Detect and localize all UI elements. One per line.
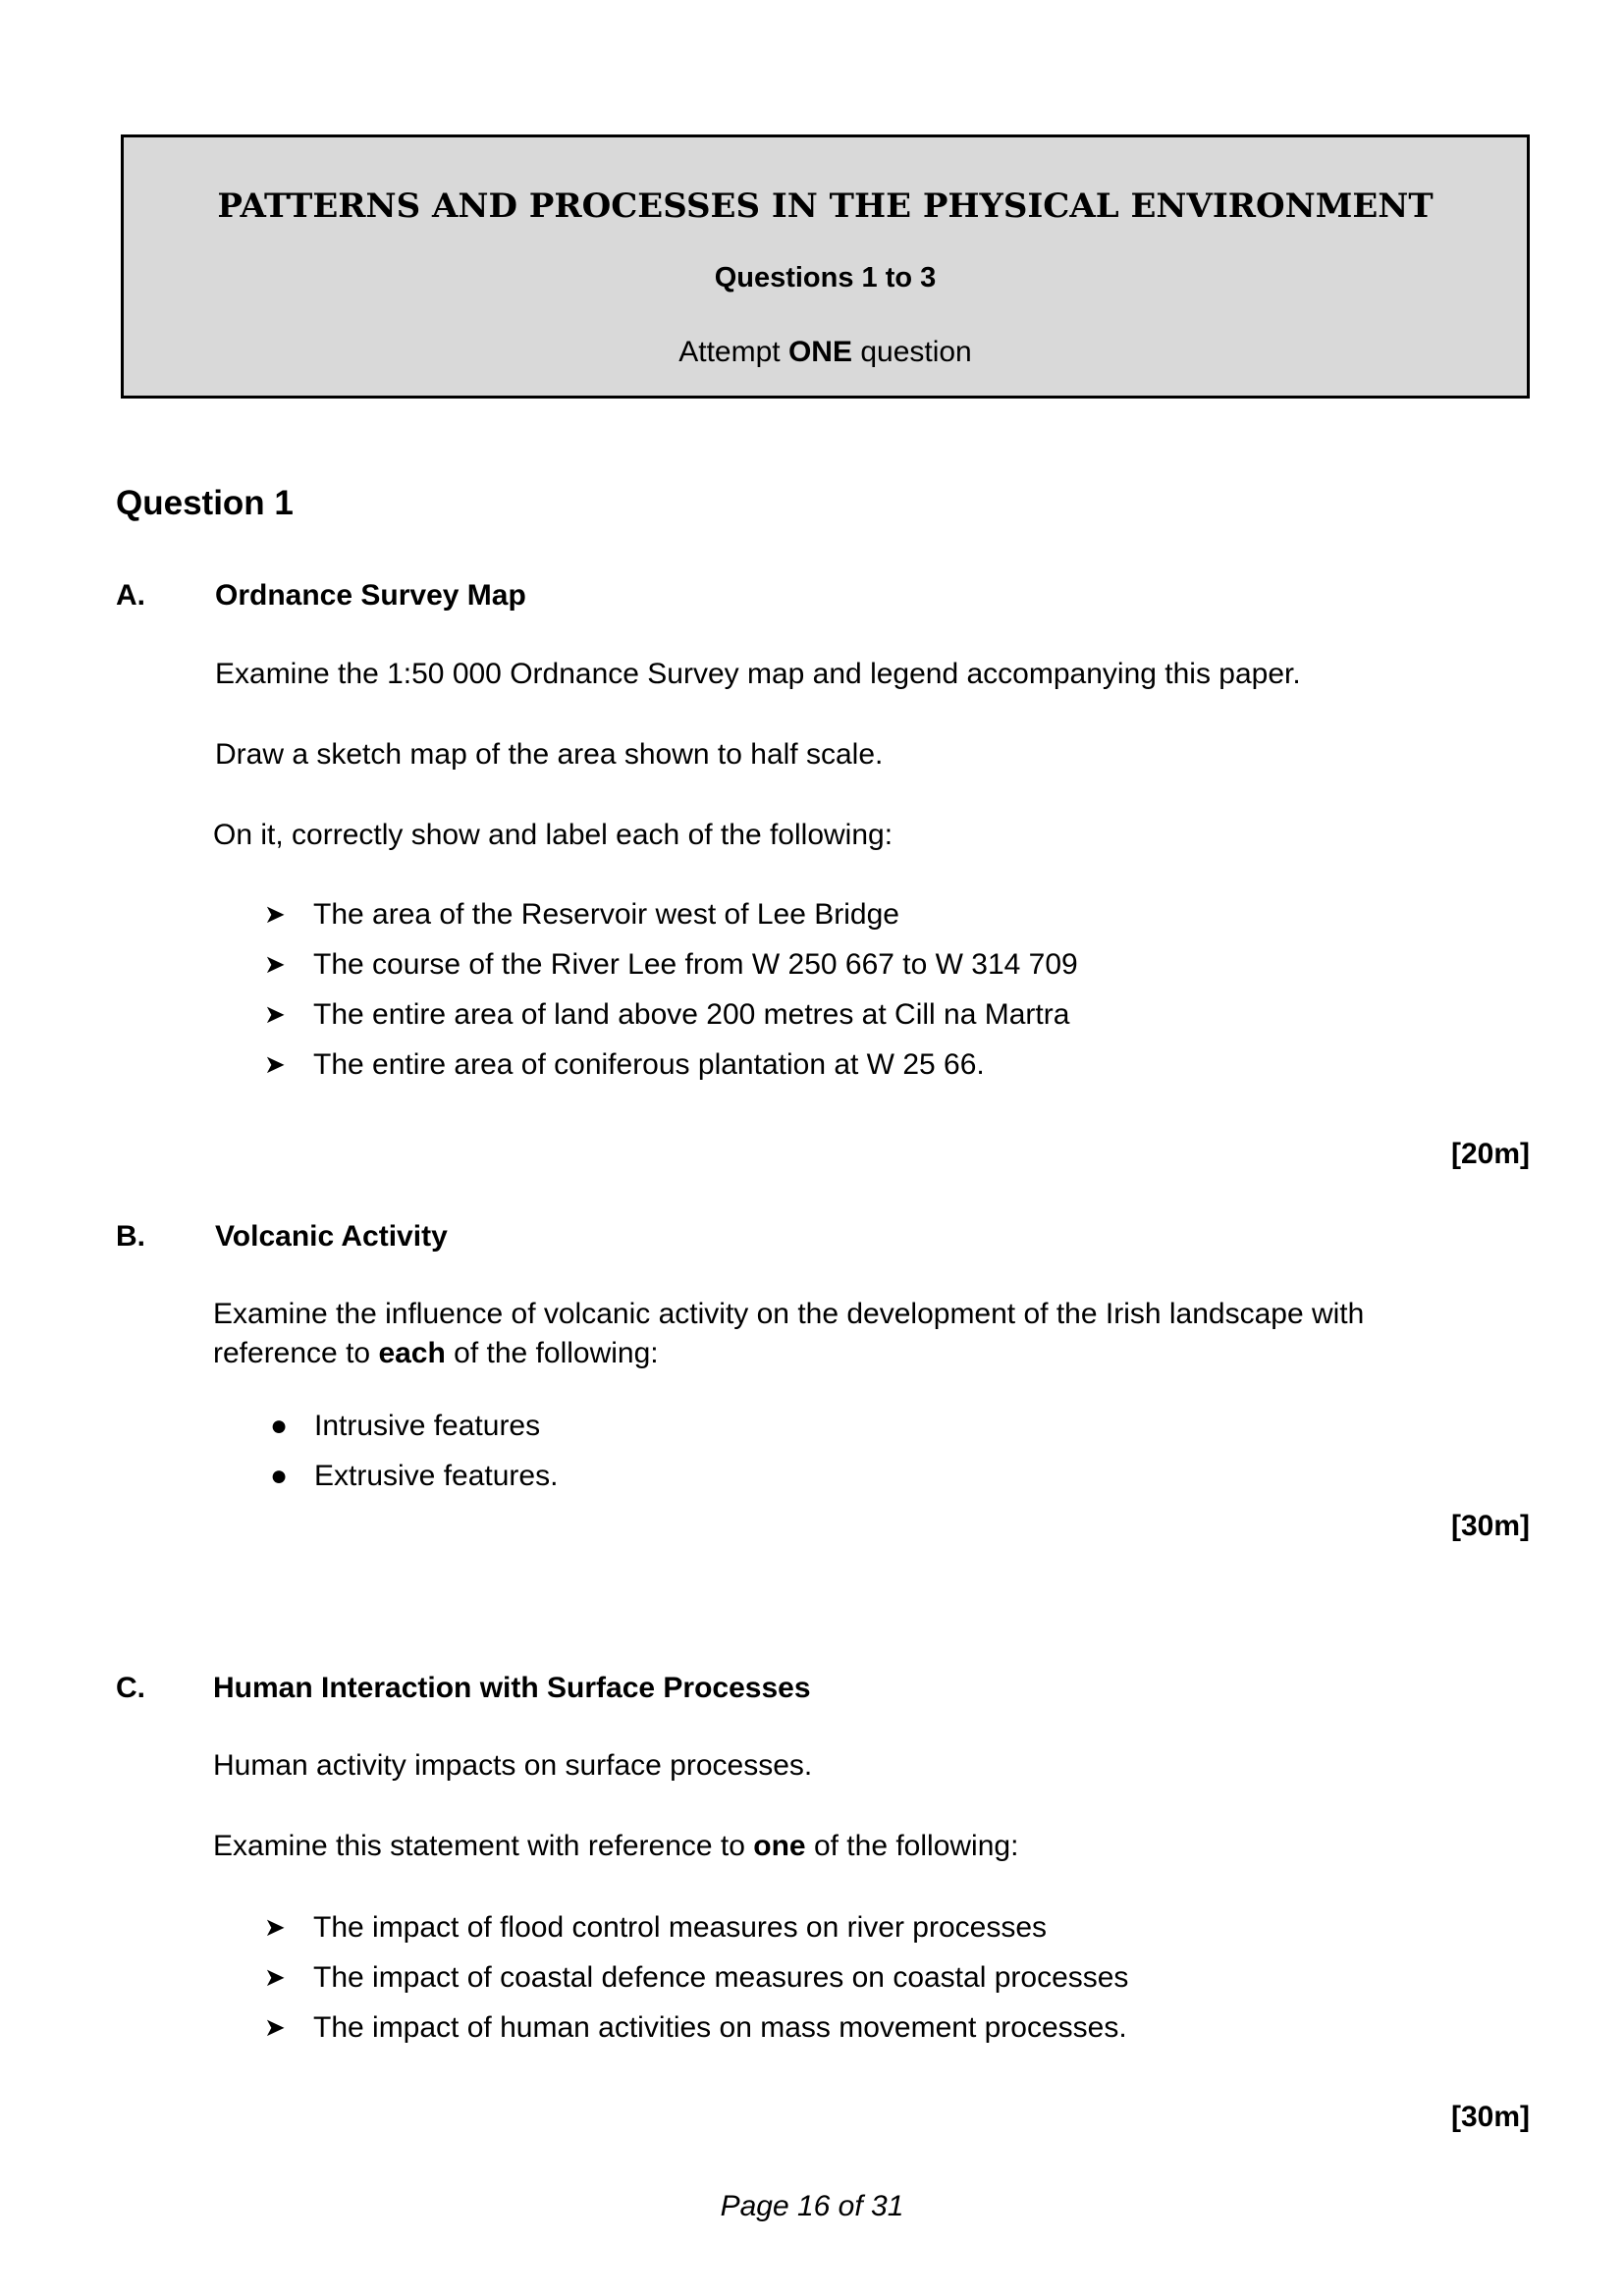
- page-number: Page 16 of 31: [720, 2190, 904, 2222]
- section-c-list: [264, 1902, 1128, 2053]
- section-b-title: Volcanic Activity: [215, 1220, 448, 1253]
- section-title: PATTERNS AND PROCESSES IN THE PHYSICAL ENVIRONMENT: [217, 187, 1434, 226]
- paragraph-emphasis: one: [753, 1830, 806, 1862]
- section-a-paragraph-3: On it, correctly show and label each of the following:: [213, 819, 893, 851]
- paragraph-line: Examine the influence of volcanic activity on the development of the Irish landscape with: [213, 1298, 1365, 1330]
- list-item-text: The area of the Reservoir west of Lee Bridge: [313, 898, 899, 931]
- list-item: [264, 2002, 1128, 2053]
- section-c-paragraph-2: [213, 1827, 1018, 1866]
- list-item: [264, 1902, 1128, 1952]
- section-b-paragraph-1: [213, 1295, 1364, 1373]
- dot-bullet-icon: ●: [270, 1460, 289, 1492]
- list-item: [264, 1952, 1128, 2002]
- list-item-text: The entire area of land above 200 metres at Cill na Martra: [313, 998, 1070, 1031]
- list-item-text: Extrusive features.: [314, 1460, 559, 1492]
- arrowhead-bullet-icon: ➤: [264, 949, 286, 979]
- list-item-text: The impact of human activities on mass movement processes.: [313, 2011, 1127, 2044]
- section-a-paragraph-2: Draw a sketch map of the area shown to half scale.: [215, 738, 884, 771]
- section-a-marks: [20m]: [1450, 1138, 1530, 1170]
- paragraph-text: reference to: [213, 1337, 379, 1369]
- question-title: Question 1: [116, 484, 294, 522]
- instruction-emphasis: ONE: [787, 336, 852, 368]
- dot-bullet-icon: ●: [270, 1410, 289, 1442]
- section-c-title: Human Interaction with Surface Processes: [213, 1672, 811, 1704]
- instruction-text: Attempt: [678, 336, 788, 368]
- arrowhead-bullet-icon: ➤: [264, 2012, 286, 2042]
- section-a-letter: A.: [116, 579, 145, 612]
- paragraph-text: of the following:: [805, 1830, 1019, 1862]
- instruction-text: question: [851, 336, 972, 368]
- section-b-list: [265, 1401, 558, 1501]
- list-item: [265, 1401, 558, 1451]
- list-item-text: The impact of flood control measures on river processes: [313, 1911, 1047, 1944]
- arrowhead-bullet-icon: ➤: [264, 1912, 286, 1942]
- list-item-text: The course of the River Lee from W 250 667 to W 314 709: [313, 948, 1078, 981]
- section-b-letter: B.: [116, 1220, 145, 1253]
- list-item-text: The entire area of coniferous plantation at W 25 66.: [313, 1048, 985, 1081]
- list-item: [265, 1451, 558, 1501]
- list-item-text: The impact of coastal defence measures on coastal processes: [313, 1961, 1129, 1994]
- list-item-text: Intrusive features: [314, 1410, 541, 1442]
- list-item: [264, 989, 1078, 1040]
- section-a-paragraph-1: Examine the 1:50 000 Ordnance Survey map and legend accompanying this paper.: [215, 658, 1301, 690]
- paragraph-text: Examine this statement with reference to: [213, 1830, 754, 1862]
- paragraph-text: of the following:: [445, 1337, 659, 1369]
- arrowhead-bullet-icon: ➤: [264, 999, 286, 1029]
- section-c-letter: C.: [116, 1672, 145, 1704]
- paragraph-line: [213, 1334, 1364, 1373]
- paragraph-emphasis: each: [378, 1337, 446, 1369]
- section-instruction: [124, 336, 1527, 369]
- section-subtitle: Questions 1 to 3: [714, 262, 937, 294]
- list-item: [264, 889, 1078, 939]
- section-a-list: [264, 889, 1078, 1090]
- section-c-marks: [30m]: [1450, 2101, 1530, 2133]
- arrowhead-bullet-icon: ➤: [264, 899, 286, 929]
- list-item: [264, 939, 1078, 989]
- arrowhead-bullet-icon: ➤: [264, 1049, 286, 1079]
- arrowhead-bullet-icon: ➤: [264, 1962, 286, 1992]
- section-header-box: [121, 134, 1530, 399]
- section-b-marks: [30m]: [1450, 1510, 1530, 1542]
- section-c-paragraph-1: Human activity impacts on surface processes.: [213, 1749, 813, 1782]
- section-a-title: Ordnance Survey Map: [215, 579, 526, 612]
- list-item: [264, 1040, 1078, 1090]
